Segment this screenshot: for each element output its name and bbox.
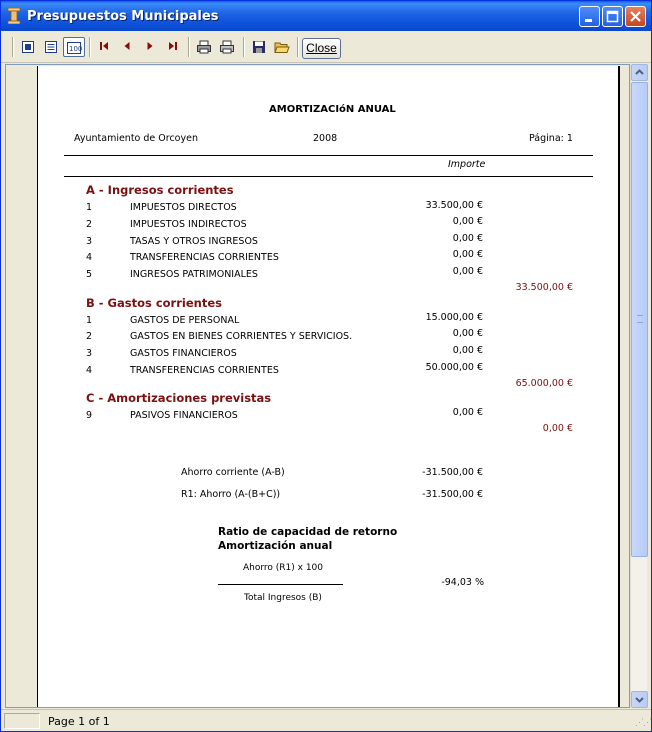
resize-grip-icon[interactable]: ⋰⋰ bbox=[635, 717, 651, 727]
row-amount: 0,00 € bbox=[452, 407, 483, 418]
row-code: 9 bbox=[86, 410, 93, 421]
previous-page-button[interactable] bbox=[116, 37, 138, 57]
row-amount: 0,00 € bbox=[452, 266, 483, 277]
ratio-value: -94,03 % bbox=[441, 577, 484, 588]
summary-value: -31.500,00 € bbox=[422, 467, 483, 478]
scroll-thumb[interactable] bbox=[631, 82, 648, 557]
header-divider bbox=[64, 155, 593, 156]
report-title: AMORTIZACIóN ANUAL bbox=[269, 104, 396, 115]
ratio-numerator: Ahorro (R1) x 100 bbox=[243, 563, 324, 573]
open-button[interactable] bbox=[271, 37, 293, 57]
summary-label: Ahorro corriente (A-B) bbox=[181, 467, 285, 478]
page-number: Página: 1 bbox=[529, 133, 573, 144]
first-page-button[interactable] bbox=[93, 37, 115, 57]
row-label: TRANSFERENCIAS CORRIENTES bbox=[130, 252, 279, 263]
row-amount: 0,00 € bbox=[452, 249, 483, 260]
print-button[interactable] bbox=[216, 37, 238, 57]
next-page-icon bbox=[144, 40, 156, 52]
row-code: 1 bbox=[86, 315, 93, 326]
maximize-button[interactable] bbox=[602, 6, 623, 27]
status-panel bbox=[4, 713, 40, 729]
amount-column-header: Importe bbox=[448, 159, 486, 170]
report-page bbox=[37, 66, 620, 708]
toolbar-separator bbox=[188, 37, 190, 57]
row-amount: 15.000,00 € bbox=[425, 312, 483, 323]
status-bar bbox=[1, 709, 651, 731]
scroll-up-button[interactable] bbox=[631, 64, 648, 81]
toolbar-separator bbox=[89, 37, 91, 57]
summary-value: -31.500,00 € bbox=[422, 489, 483, 500]
report-year: 2008 bbox=[313, 133, 338, 144]
title-bar[interactable] bbox=[1, 1, 651, 31]
row-amount: 0,00 € bbox=[452, 345, 483, 356]
row-label: GASTOS EN BIENES CORRIENTES Y SERVICIOS. bbox=[130, 331, 353, 342]
toolbar-separator bbox=[12, 37, 14, 57]
minimize-icon bbox=[580, 7, 599, 26]
first-page-icon bbox=[98, 40, 110, 52]
scroll-grip bbox=[637, 315, 643, 323]
zoom-100-icon bbox=[66, 41, 82, 55]
scroll-down-button[interactable] bbox=[631, 691, 648, 708]
row-label: PASIVOS FINANCIEROS bbox=[130, 410, 238, 421]
row-code: 2 bbox=[86, 219, 93, 230]
section-total: 33.500,00 € bbox=[515, 282, 573, 293]
column-header-divider bbox=[64, 176, 593, 177]
row-code: 5 bbox=[86, 269, 93, 280]
column-app-icon bbox=[7, 8, 21, 24]
minimize-button[interactable] bbox=[579, 6, 600, 27]
whole-page-button[interactable] bbox=[17, 37, 39, 57]
row-amount: 50.000,00 € bbox=[425, 362, 483, 373]
section-title: A - Ingresos corrientes bbox=[86, 183, 234, 197]
printer-icon bbox=[219, 40, 235, 54]
page-width-button[interactable] bbox=[40, 37, 62, 57]
row-code: 4 bbox=[86, 252, 93, 263]
save-button[interactable] bbox=[248, 37, 270, 57]
close-icon bbox=[626, 7, 645, 26]
toolbar-separator bbox=[297, 37, 299, 57]
last-page-button[interactable] bbox=[162, 37, 184, 57]
row-code: 1 bbox=[86, 202, 93, 213]
row-label: INGRESOS PATRIMONIALES bbox=[130, 269, 258, 280]
ratio-title: Ratio de capacidad de retorno bbox=[218, 526, 398, 538]
row-label: GASTOS DE PERSONAL bbox=[130, 315, 240, 326]
row-amount: 0,00 € bbox=[452, 233, 483, 244]
ratio-denominator: Total Ingresos (B) bbox=[244, 593, 322, 603]
print-setup-icon bbox=[196, 40, 212, 54]
next-page-button[interactable] bbox=[139, 37, 161, 57]
svg-text:100: 100 bbox=[69, 45, 82, 53]
row-label: TASAS Y OTROS INGRESOS bbox=[130, 236, 258, 247]
chevron-up-icon bbox=[632, 65, 647, 80]
whole-page-icon bbox=[21, 40, 35, 54]
ratio-subtitle: Amortización anual bbox=[218, 540, 333, 552]
row-amount: 0,00 € bbox=[452, 216, 483, 227]
row-label: TRANSFERENCIAS CORRIENTES bbox=[130, 365, 279, 376]
print-setup-button[interactable] bbox=[193, 37, 215, 57]
row-code: 4 bbox=[86, 365, 93, 376]
open-folder-icon bbox=[274, 40, 290, 54]
chevron-down-icon bbox=[632, 692, 647, 707]
fraction-line bbox=[218, 584, 343, 585]
section-total: 65.000,00 € bbox=[515, 378, 573, 389]
previous-page-icon bbox=[121, 40, 133, 52]
municipality-name: Ayuntamiento de Orcoyen bbox=[74, 133, 198, 144]
summary-label: R1: Ahorro (A-(B+C)) bbox=[181, 489, 281, 500]
section-title: B - Gastos corrientes bbox=[86, 296, 222, 310]
close-button[interactable]: Close bbox=[302, 38, 341, 59]
section-title: C - Amortizaciones previstas bbox=[86, 391, 272, 405]
last-page-icon bbox=[167, 40, 179, 52]
report-preview-area[interactable] bbox=[5, 64, 630, 708]
row-amount: 33.500,00 € bbox=[425, 200, 483, 211]
row-code: 2 bbox=[86, 331, 93, 342]
window-title: Presupuestos Municipales bbox=[27, 9, 219, 24]
page-count-status: Page 1 of 1 bbox=[48, 715, 110, 728]
row-code: 3 bbox=[86, 348, 93, 359]
row-label: GASTOS FINANCIEROS bbox=[130, 348, 237, 359]
zoom-100-button[interactable] bbox=[63, 37, 85, 57]
row-code: 3 bbox=[86, 236, 93, 247]
row-label: IMPUESTOS DIRECTOS bbox=[130, 202, 237, 213]
toolbar bbox=[1, 31, 651, 63]
window-close-button[interactable] bbox=[625, 6, 646, 27]
floppy-disk-icon bbox=[252, 40, 266, 54]
toolbar-separator bbox=[243, 37, 245, 57]
row-amount: 0,00 € bbox=[452, 328, 483, 339]
maximize-icon bbox=[603, 7, 622, 26]
row-label: IMPUESTOS INDIRECTOS bbox=[130, 219, 247, 230]
vertical-scrollbar[interactable] bbox=[630, 64, 647, 708]
section-total: 0,00 € bbox=[542, 423, 573, 434]
page-width-icon bbox=[44, 40, 58, 54]
